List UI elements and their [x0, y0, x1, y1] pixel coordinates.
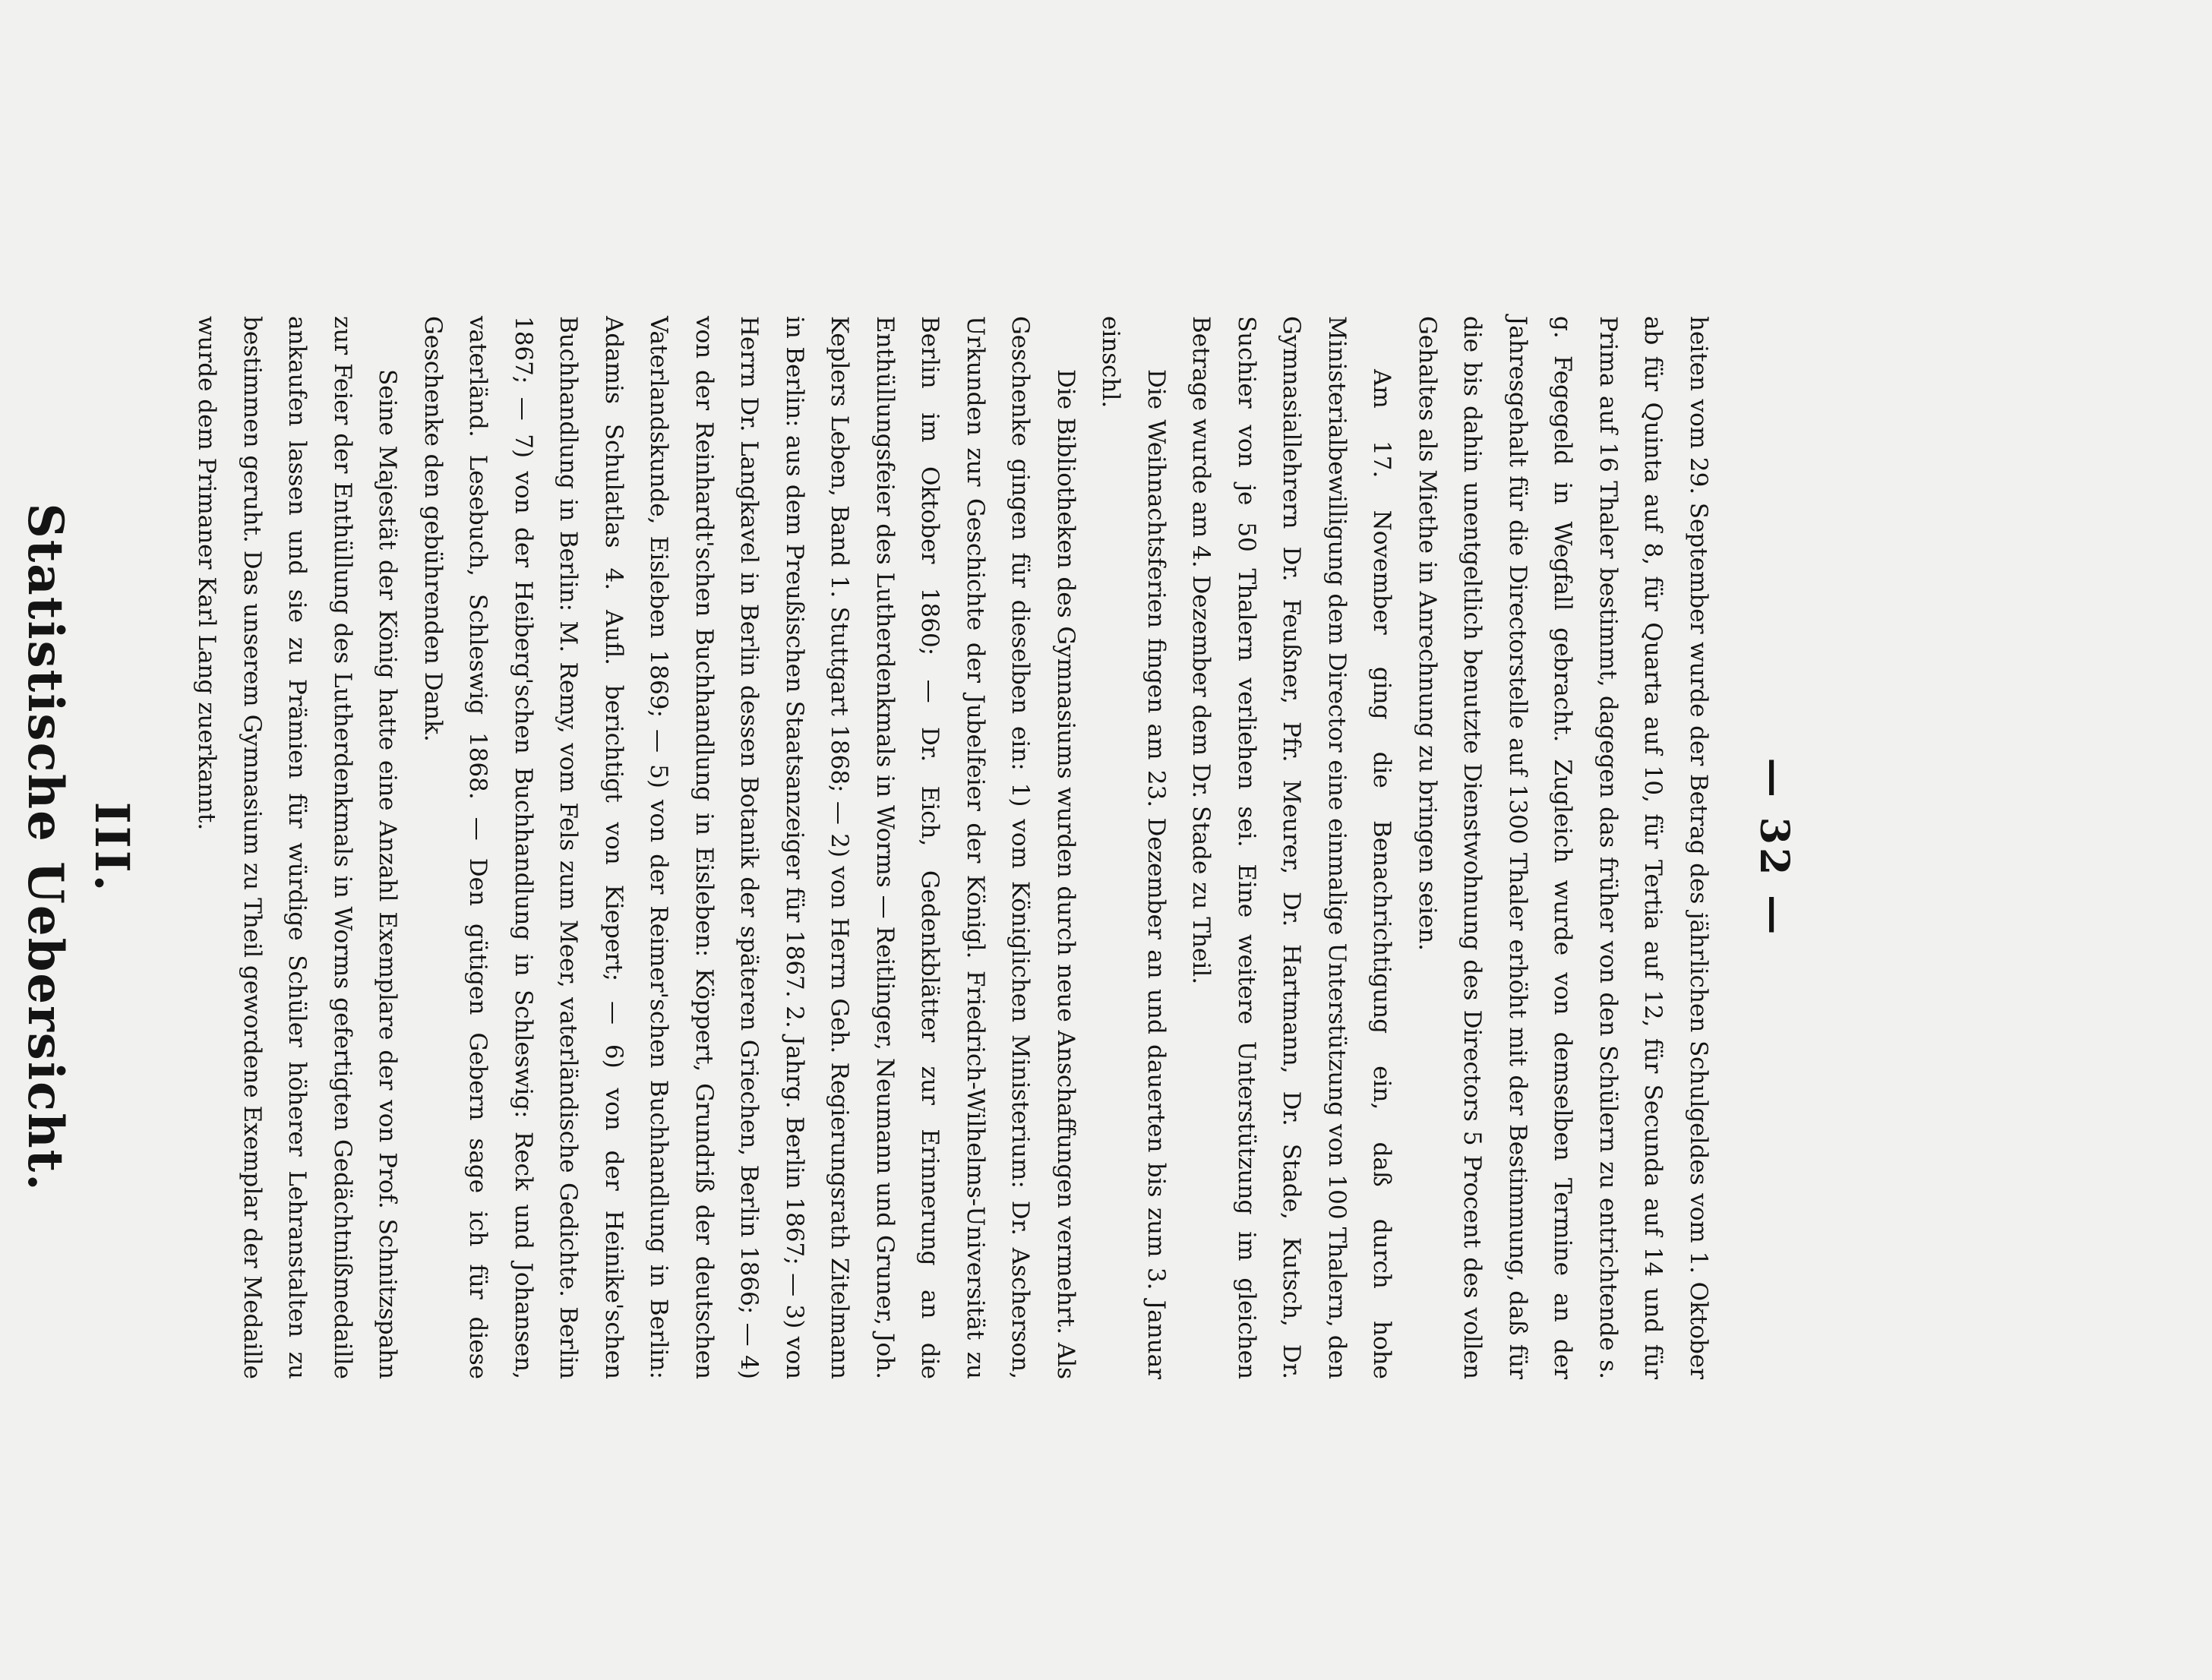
paragraph-ministerial-support: Am 17. November ging die Benachrichtigung ein, daß durch hohe Ministerialbewilligung dem Director eine einmalige Unterstützung von 100 Thalern, den Gymnasiallehrern Dr. Feußner, Pfr. Meurer, Dr. Hartmann, Dr. Stade, Kutsch, Dr. Suchier von je 50 Thalern verliehen sei. Eine weitere Unterstützung im gleichen Betrage wurde am 4. Dezember dem Dr. Stade zu Theil.: [1187, 316, 1396, 1379]
paragraph-school-fees: heiten vom 29. September wurde der Betrag des jährlichen Schulgeldes vom 1. Oktober ab für Quinta auf 8, für Quarta auf 10, für Tertia auf 12, für Secunda auf 14 und für Prima auf 16 Thaler bestimmt, dagegen das früher von den Schülern zu entrichtende s. g. Fegegeld in Wegfall gebracht. Zugleich wurde von demselben Termine an der Jahresgehalt für die Directorstelle auf 1300 Thaler erhöht mit der Bestimmung, daß für die bis dahin unentgeltlich benutzte Dienstwohnung des Directors 5 Procent des vollen Gehaltes als Miethe in Anrechnung zu bringen seien.: [1414, 316, 1712, 1379]
document-sheet: [17, 225, 1881, 1455]
paragraph-library-gifts: Die Bibliotheken des Gymnasiums wurden durch neue Anschaffungen vermehrt. Als Geschenke gingen für dieselben ein: 1) vom Königlichen Ministerium: Dr. Ascherson, Urkunden zur Geschichte der Jubelfeier der Königl. Friedrich-Wilhelms-Universität zu Berlin im Oktober 1860; — Dr. Eich, Gedenkblätter zur Erinnerung an die Enthüllungsfeier des Lutherdenkmals in Worms — Reitlinger, Neumann und Gruner, Joh. Keplers Leben, Band 1. Stuttgart 1868; — 2) von Herrn Geh. Regierungsrath Zitelmann in Berlin: aus dem Preußischen Staatsanzeiger für 1867. 2. Jahrg. Berlin 1867; — 3) von Herrn Dr. Langkavel in Berlin dessen Botanik der späteren Griechen, Berlin 1866; — 4) von der Reinhardt'schen Buchhandlung in Eisleben: Köppert, Grundriß der deutschen Vaterlandskunde, Eisleben 1869; — 5) von der Reimer'schen Buchhandlung in Berlin: Adamis Schulatlas 4. Aufl. berichtigt von Kiepert; — 6) von der Heinike'schen Buchhandlung in Berlin: M. Remy, vom Fels zum Meer, vaterländische Gedichte. Berlin 1867; — 7) von der Heiberg'schen Buchhandlung in Schleswig: Reck und Johansen, vaterländ. Lesebuch, Schleswig 1868. — Den gütigen Gebern sage ich für diese Geschenke den gebührenden Dank.: [419, 316, 1079, 1379]
paragraph-luther-medal: Seine Majestät der König hatte eine Anzahl Exemplare der von Prof. Schnitzspahn zur Feier der Enthüllung des Lutherdenkmals in Worms gefertigten Gedächtnißmedaille ankaufen lassen und sie zu Prämien für würdige Schüler höherer Lehranstalten zu bestimmen geruht. Das unserem Gymnasium zu Theil gewordene Exemplar der Medaille wurde dem Primaner Karl Lang zuerkannt.: [193, 316, 402, 1379]
section-number: III.: [84, 801, 140, 894]
section-title: Statistische Uebersicht.: [17, 503, 74, 1192]
paragraph-christmas-holidays: Die Weihnachtsferien fingen am 23. Dezember an und dauerten bis zum 3. Januar einschl.: [1097, 316, 1170, 1379]
page-number: — 32 —: [1751, 757, 1797, 938]
